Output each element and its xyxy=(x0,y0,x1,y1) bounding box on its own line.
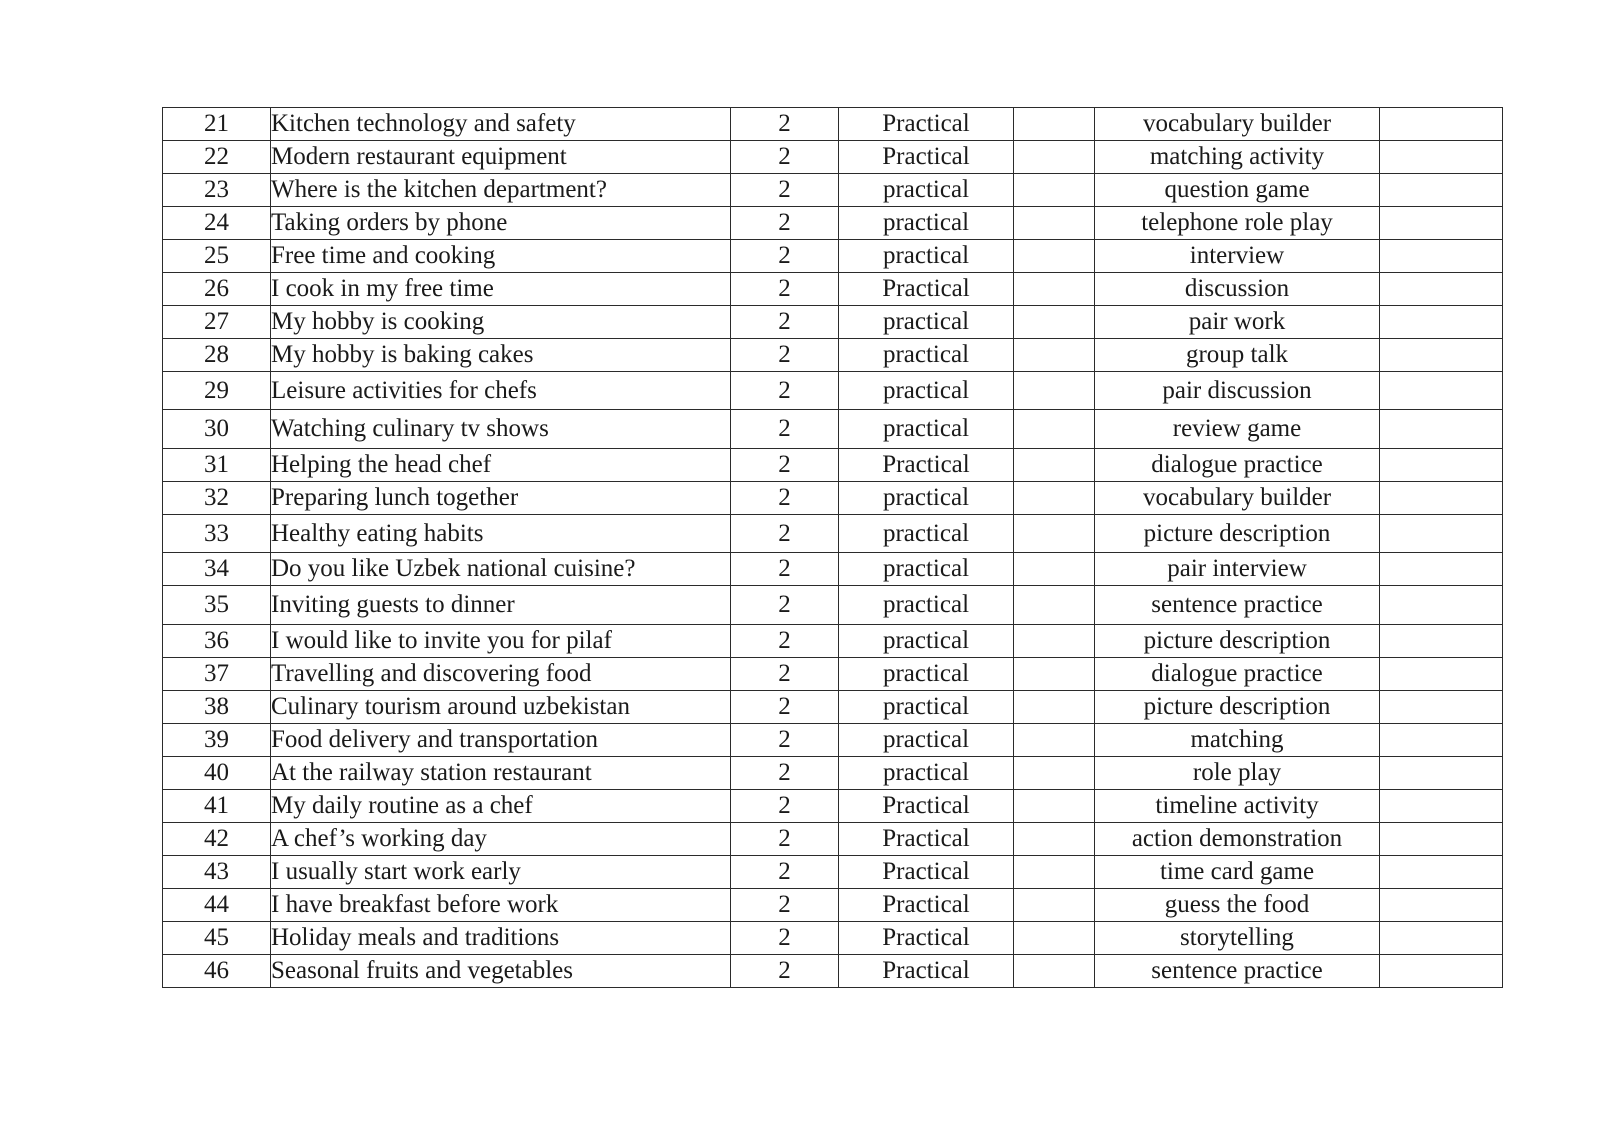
cell-method: picture description xyxy=(1095,691,1380,724)
cell-topic: My daily routine as a chef xyxy=(271,790,731,823)
cell-lesson-type: Practical xyxy=(839,823,1014,856)
cell-lesson-type: practical xyxy=(839,691,1014,724)
cell-empty xyxy=(1014,449,1095,482)
cell-number: 31 xyxy=(163,449,271,482)
cell-empty xyxy=(1380,553,1503,586)
cell-lesson-type: Practical xyxy=(839,273,1014,306)
cell-hours: 2 xyxy=(731,553,839,586)
cell-empty xyxy=(1014,174,1095,207)
cell-hours: 2 xyxy=(731,515,839,553)
cell-lesson-type: practical xyxy=(839,724,1014,757)
cell-method: pair discussion xyxy=(1095,372,1380,410)
cell-method: interview xyxy=(1095,240,1380,273)
table-body xyxy=(163,108,1503,988)
cell-empty xyxy=(1014,553,1095,586)
cell-method: group talk xyxy=(1095,339,1380,372)
cell-empty xyxy=(1014,757,1095,790)
cell-hours: 2 xyxy=(731,240,839,273)
cell-empty xyxy=(1380,410,1503,449)
cell-empty xyxy=(1380,625,1503,658)
cell-lesson-type: practical xyxy=(839,515,1014,553)
cell-hours: 2 xyxy=(731,691,839,724)
cell-topic: I usually start work early xyxy=(271,856,731,889)
cell-method: role play xyxy=(1095,757,1380,790)
cell-empty xyxy=(1014,372,1095,410)
cell-hours: 2 xyxy=(731,449,839,482)
cell-topic: Modern restaurant equipment xyxy=(271,141,731,174)
cell-number: 39 xyxy=(163,724,271,757)
cell-topic: Preparing lunch together xyxy=(271,482,731,515)
cell-number: 41 xyxy=(163,790,271,823)
cell-method: guess the food xyxy=(1095,889,1380,922)
cell-hours: 2 xyxy=(731,174,839,207)
cell-number: 32 xyxy=(163,482,271,515)
table-row xyxy=(163,449,1503,482)
cell-empty xyxy=(1014,482,1095,515)
table-row xyxy=(163,724,1503,757)
cell-lesson-type: practical xyxy=(839,482,1014,515)
cell-hours: 2 xyxy=(731,823,839,856)
cell-topic: Inviting guests to dinner xyxy=(271,586,731,625)
cell-empty xyxy=(1014,240,1095,273)
cell-topic: I would like to invite you for pilaf xyxy=(271,625,731,658)
cell-number: 33 xyxy=(163,515,271,553)
cell-number: 43 xyxy=(163,856,271,889)
cell-number: 38 xyxy=(163,691,271,724)
table-row xyxy=(163,955,1503,988)
cell-hours: 2 xyxy=(731,482,839,515)
cell-empty xyxy=(1380,515,1503,553)
cell-empty xyxy=(1380,174,1503,207)
cell-topic: Culinary tourism around uzbekistan xyxy=(271,691,731,724)
cell-method: sentence practice xyxy=(1095,586,1380,625)
table-row xyxy=(163,553,1503,586)
cell-method: picture description xyxy=(1095,625,1380,658)
table-row xyxy=(163,515,1503,553)
cell-hours: 2 xyxy=(731,586,839,625)
cell-topic: Travelling and discovering food xyxy=(271,658,731,691)
table-row xyxy=(163,922,1503,955)
cell-method: sentence practice xyxy=(1095,955,1380,988)
cell-topic: Food delivery and transportation xyxy=(271,724,731,757)
table-row xyxy=(163,174,1503,207)
cell-topic: Kitchen technology and safety xyxy=(271,108,731,141)
cell-empty xyxy=(1014,691,1095,724)
cell-method: picture description xyxy=(1095,515,1380,553)
cell-lesson-type: Practical xyxy=(839,856,1014,889)
table-row xyxy=(163,889,1503,922)
cell-empty xyxy=(1380,449,1503,482)
table-row xyxy=(163,586,1503,625)
cell-empty xyxy=(1380,586,1503,625)
cell-lesson-type: Practical xyxy=(839,922,1014,955)
cell-empty xyxy=(1380,306,1503,339)
cell-method: vocabulary builder xyxy=(1095,108,1380,141)
cell-empty xyxy=(1014,856,1095,889)
cell-hours: 2 xyxy=(731,372,839,410)
table-row xyxy=(163,306,1503,339)
cell-hours: 2 xyxy=(731,856,839,889)
cell-topic: At the railway station restaurant xyxy=(271,757,731,790)
cell-hours: 2 xyxy=(731,410,839,449)
table-row xyxy=(163,372,1503,410)
cell-empty xyxy=(1014,339,1095,372)
table-row xyxy=(163,273,1503,306)
cell-topic: Holiday meals and traditions xyxy=(271,922,731,955)
cell-lesson-type: Practical xyxy=(839,955,1014,988)
cell-method: time card game xyxy=(1095,856,1380,889)
cell-empty xyxy=(1014,955,1095,988)
cell-topic: My hobby is cooking xyxy=(271,306,731,339)
cell-method: timeline activity xyxy=(1095,790,1380,823)
cell-number: 29 xyxy=(163,372,271,410)
cell-hours: 2 xyxy=(731,889,839,922)
cell-lesson-type: Practical xyxy=(839,449,1014,482)
cell-hours: 2 xyxy=(731,922,839,955)
cell-number: 22 xyxy=(163,141,271,174)
cell-empty xyxy=(1014,724,1095,757)
cell-lesson-type: practical xyxy=(839,410,1014,449)
cell-empty xyxy=(1380,757,1503,790)
cell-topic: Helping the head chef xyxy=(271,449,731,482)
cell-hours: 2 xyxy=(731,724,839,757)
cell-lesson-type: practical xyxy=(839,339,1014,372)
table-row xyxy=(163,691,1503,724)
cell-empty xyxy=(1380,955,1503,988)
cell-method: matching activity xyxy=(1095,141,1380,174)
cell-method: vocabulary builder xyxy=(1095,482,1380,515)
cell-hours: 2 xyxy=(731,790,839,823)
cell-empty xyxy=(1014,889,1095,922)
cell-topic: I have breakfast before work xyxy=(271,889,731,922)
table-row xyxy=(163,625,1503,658)
cell-number: 27 xyxy=(163,306,271,339)
table-row xyxy=(163,108,1503,141)
cell-hours: 2 xyxy=(731,141,839,174)
cell-lesson-type: practical xyxy=(839,207,1014,240)
cell-empty xyxy=(1380,889,1503,922)
cell-empty xyxy=(1014,141,1095,174)
cell-empty xyxy=(1014,586,1095,625)
cell-method: dialogue practice xyxy=(1095,449,1380,482)
cell-empty xyxy=(1014,108,1095,141)
cell-empty xyxy=(1380,207,1503,240)
cell-number: 26 xyxy=(163,273,271,306)
cell-empty xyxy=(1014,823,1095,856)
cell-empty xyxy=(1380,658,1503,691)
cell-empty xyxy=(1014,306,1095,339)
cell-method: question game xyxy=(1095,174,1380,207)
cell-number: 44 xyxy=(163,889,271,922)
cell-number: 21 xyxy=(163,108,271,141)
cell-empty xyxy=(1014,625,1095,658)
cell-hours: 2 xyxy=(731,108,839,141)
table-row xyxy=(163,339,1503,372)
cell-empty xyxy=(1380,482,1503,515)
cell-empty xyxy=(1014,207,1095,240)
cell-hours: 2 xyxy=(731,306,839,339)
cell-number: 36 xyxy=(163,625,271,658)
cell-topic: I cook in my free time xyxy=(271,273,731,306)
cell-hours: 2 xyxy=(731,625,839,658)
cell-topic: Watching culinary tv shows xyxy=(271,410,731,449)
cell-number: 23 xyxy=(163,174,271,207)
cell-number: 46 xyxy=(163,955,271,988)
cell-number: 34 xyxy=(163,553,271,586)
cell-lesson-type: practical xyxy=(839,174,1014,207)
cell-empty xyxy=(1380,141,1503,174)
cell-method: pair work xyxy=(1095,306,1380,339)
cell-topic: Free time and cooking xyxy=(271,240,731,273)
cell-topic: Taking orders by phone xyxy=(271,207,731,240)
cell-number: 30 xyxy=(163,410,271,449)
cell-lesson-type: Practical xyxy=(839,141,1014,174)
cell-method: review game xyxy=(1095,410,1380,449)
cell-number: 25 xyxy=(163,240,271,273)
cell-hours: 2 xyxy=(731,955,839,988)
cell-lesson-type: practical xyxy=(839,306,1014,339)
cell-empty xyxy=(1380,823,1503,856)
cell-lesson-type: practical xyxy=(839,586,1014,625)
cell-topic: Leisure activities for chefs xyxy=(271,372,731,410)
cell-number: 40 xyxy=(163,757,271,790)
cell-empty xyxy=(1380,724,1503,757)
table-row xyxy=(163,410,1503,449)
cell-empty xyxy=(1380,922,1503,955)
cell-lesson-type: Practical xyxy=(839,889,1014,922)
table-row xyxy=(163,482,1503,515)
cell-lesson-type: Practical xyxy=(839,108,1014,141)
cell-lesson-type: Practical xyxy=(839,790,1014,823)
cell-topic: My hobby is baking cakes xyxy=(271,339,731,372)
cell-empty xyxy=(1014,658,1095,691)
cell-method: pair interview xyxy=(1095,553,1380,586)
cell-lesson-type: practical xyxy=(839,553,1014,586)
cell-empty xyxy=(1380,240,1503,273)
cell-hours: 2 xyxy=(731,757,839,790)
cell-lesson-type: practical xyxy=(839,372,1014,410)
table-row xyxy=(163,240,1503,273)
cell-number: 42 xyxy=(163,823,271,856)
cell-empty xyxy=(1380,372,1503,410)
cell-number: 28 xyxy=(163,339,271,372)
cell-empty xyxy=(1380,790,1503,823)
cell-method: matching xyxy=(1095,724,1380,757)
cell-hours: 2 xyxy=(731,658,839,691)
cell-number: 35 xyxy=(163,586,271,625)
cell-lesson-type: practical xyxy=(839,658,1014,691)
cell-empty xyxy=(1380,339,1503,372)
lesson-plan-table xyxy=(162,107,1503,988)
cell-empty xyxy=(1380,108,1503,141)
cell-empty xyxy=(1014,922,1095,955)
cell-method: discussion xyxy=(1095,273,1380,306)
table-row xyxy=(163,823,1503,856)
cell-topic: Where is the kitchen department? xyxy=(271,174,731,207)
cell-topic: Healthy eating habits xyxy=(271,515,731,553)
table-row xyxy=(163,658,1503,691)
cell-empty xyxy=(1380,691,1503,724)
cell-empty xyxy=(1380,856,1503,889)
table-row xyxy=(163,141,1503,174)
cell-empty xyxy=(1380,273,1503,306)
cell-topic: A chef’s working day xyxy=(271,823,731,856)
cell-hours: 2 xyxy=(731,339,839,372)
cell-lesson-type: practical xyxy=(839,625,1014,658)
cell-empty xyxy=(1014,410,1095,449)
table-row xyxy=(163,757,1503,790)
cell-hours: 2 xyxy=(731,273,839,306)
cell-empty xyxy=(1014,790,1095,823)
cell-number: 45 xyxy=(163,922,271,955)
table-row xyxy=(163,207,1503,240)
cell-number: 24 xyxy=(163,207,271,240)
cell-method: dialogue practice xyxy=(1095,658,1380,691)
cell-hours: 2 xyxy=(731,207,839,240)
cell-empty xyxy=(1014,515,1095,553)
cell-method: action demonstration xyxy=(1095,823,1380,856)
cell-number: 37 xyxy=(163,658,271,691)
cell-empty xyxy=(1014,273,1095,306)
cell-method: storytelling xyxy=(1095,922,1380,955)
cell-topic: Seasonal fruits and vegetables xyxy=(271,955,731,988)
cell-method: telephone role play xyxy=(1095,207,1380,240)
table-row xyxy=(163,856,1503,889)
cell-lesson-type: practical xyxy=(839,757,1014,790)
cell-topic: Do you like Uzbek national cuisine? xyxy=(271,553,731,586)
cell-lesson-type: practical xyxy=(839,240,1014,273)
table-row xyxy=(163,790,1503,823)
